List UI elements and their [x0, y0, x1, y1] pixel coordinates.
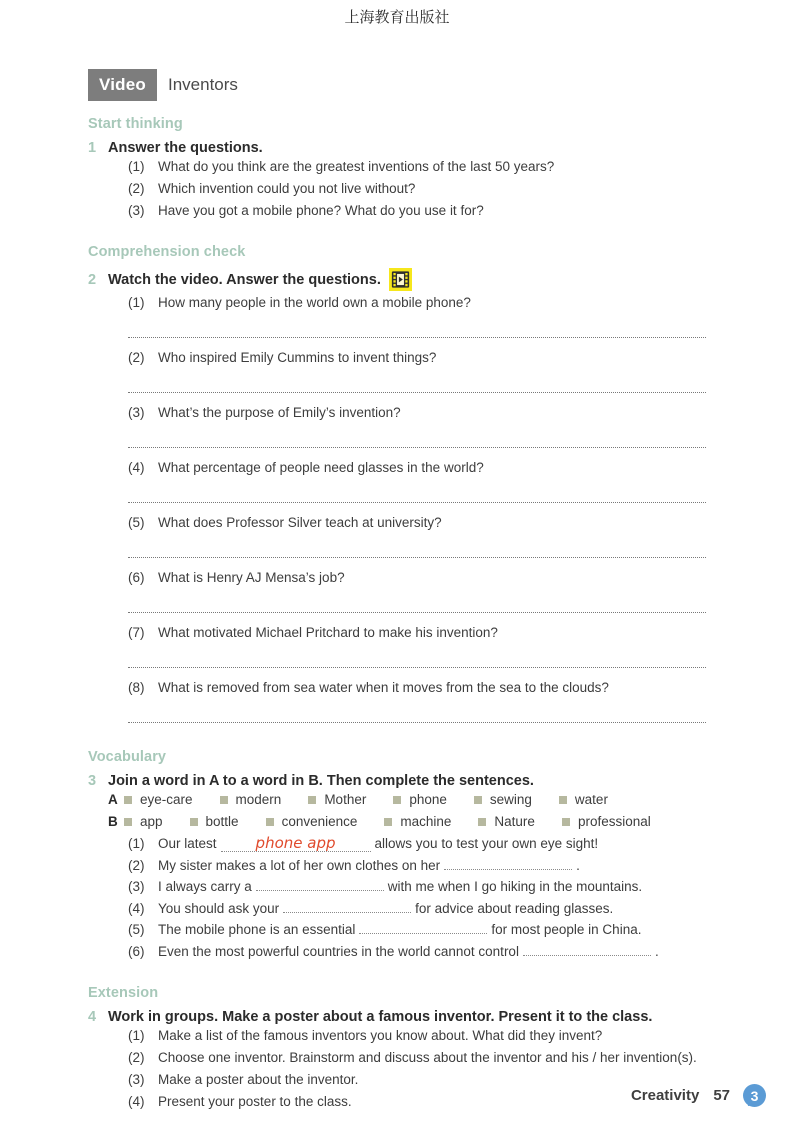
- bullet-square-icon: [308, 796, 316, 804]
- exercise-4-head: [88, 1009, 708, 1025]
- question-answer-block: [88, 294, 708, 338]
- page-number: 57: [713, 1087, 730, 1104]
- step-number: (3): [128, 1072, 145, 1087]
- question-number: (1): [128, 295, 145, 310]
- question-text: Which invention could you not live without?: [158, 181, 416, 196]
- list-item: [128, 1047, 708, 1069]
- exercise-number: 4: [88, 1009, 97, 1025]
- bullet-square-icon: [562, 818, 570, 826]
- question-text: What does Professor Silver teach at university?: [158, 515, 442, 530]
- fill-in-sentence: [128, 855, 708, 877]
- question-text: What is Henry AJ Mensa’s job?: [158, 570, 345, 585]
- exercise-number: 1: [88, 140, 97, 156]
- sentence-number: (4): [128, 900, 145, 916]
- sentence-before: You should ask your: [158, 900, 280, 916]
- sentence-before: My sister makes a lot of her own clothes on her: [158, 857, 441, 873]
- sentence-number: (6): [128, 943, 145, 959]
- question-text: What’s the purpose of Emily’s invention?: [158, 405, 401, 420]
- word-option[interactable]: machine: [384, 811, 451, 833]
- question-answer-block: [88, 459, 708, 503]
- word-option[interactable]: Mother: [308, 789, 366, 811]
- step-number: (2): [128, 1050, 145, 1065]
- fill-in-blank[interactable]: [444, 869, 572, 870]
- sentence-before: Even the most powerful countries in the world cannot control: [158, 943, 519, 959]
- sentence-after: with me when I go hiking in the mountains.: [387, 879, 643, 894]
- sentence-number: (3): [128, 879, 145, 894]
- exercise-1: [88, 140, 708, 222]
- publisher-header: 上海教育出版社: [344, 8, 450, 26]
- question-number: (3): [128, 203, 145, 218]
- answer-line[interactable]: [128, 611, 706, 613]
- question-answer-block: [88, 349, 708, 393]
- fill-in-sentence: [128, 919, 708, 941]
- fill-in-blank[interactable]: [359, 933, 487, 934]
- question: [128, 404, 708, 421]
- bullet-square-icon: [190, 818, 198, 826]
- exercise-2-head: [88, 268, 708, 291]
- sentence-after: allows you to test your own eye sight!: [374, 836, 599, 851]
- word-option[interactable]: eye-care: [124, 789, 193, 811]
- fill-in-sentence: [128, 941, 708, 963]
- word-option[interactable]: professional: [562, 811, 651, 833]
- exercise-instruction: Watch the video. Answer the questions.: [108, 271, 381, 288]
- question-text: What do you think are the greatest inventions of the last 50 years?: [158, 159, 555, 174]
- question-answer-block: [88, 679, 708, 723]
- word-row-label: B: [108, 814, 118, 829]
- exercise-instruction: Work in groups. Make a poster about a famous inventor. Present it to the class.: [108, 1009, 653, 1025]
- question-answer-block: [88, 514, 708, 558]
- bullet-square-icon: [474, 796, 482, 804]
- question-text: Have you got a mobile phone? What do you use it for?: [158, 203, 484, 218]
- answer-line[interactable]: [128, 446, 706, 448]
- unit-number-badge: 3: [743, 1084, 766, 1107]
- question-text: What percentage of people need glasses in the world?: [158, 460, 484, 475]
- chapter-name: Creativity: [630, 1087, 700, 1104]
- fill-in-sentence: [128, 833, 708, 855]
- fill-in-blank[interactable]: [523, 955, 651, 956]
- sentence-after: .: [576, 857, 580, 873]
- sentence-after: for most people in China.: [491, 922, 642, 937]
- page-content: [88, 69, 708, 1113]
- word-option[interactable]: phone: [393, 789, 447, 811]
- word-option[interactable]: bottle: [190, 811, 239, 833]
- answer-line[interactable]: [128, 501, 706, 503]
- question-number: (3): [128, 405, 145, 420]
- exercise-3: [88, 773, 708, 962]
- step-text: Make a list of the famous inventors you know about. What did they invent?: [158, 1028, 603, 1043]
- step-text: Present your poster to the class.: [158, 1094, 352, 1109]
- step-text: Make a poster about the inventor.: [158, 1072, 359, 1087]
- section-heading-extension: Extension: [88, 985, 159, 1001]
- question: [128, 569, 708, 586]
- question-answer-block: [88, 624, 708, 668]
- exercise-instruction: Answer the questions.: [108, 140, 263, 156]
- question-number: (7): [128, 625, 145, 640]
- list-item: [128, 156, 708, 178]
- sentence-before: Our latest: [158, 836, 217, 851]
- question-text: What is removed from sea water when it moves from the sea to the clouds?: [158, 680, 609, 695]
- page-title: Inventors: [167, 75, 238, 94]
- sentence-before: I always carry a: [158, 879, 252, 894]
- step-number: (1): [128, 1028, 145, 1043]
- fill-in-blank[interactable]: [283, 912, 411, 913]
- question-number: (2): [128, 350, 145, 365]
- question-answer-block: [88, 569, 708, 613]
- question-text: What motivated Michael Pritchard to make his invention?: [158, 625, 498, 640]
- section-heading-vocabulary: Vocabulary: [88, 749, 167, 765]
- bullet-square-icon: [384, 818, 392, 826]
- bullet-square-icon: [559, 796, 567, 804]
- bullet-square-icon: [124, 818, 132, 826]
- question-number: (2): [128, 181, 145, 196]
- list-item: [128, 1069, 708, 1091]
- word-row-label: A: [108, 792, 118, 807]
- step-number: (4): [128, 1094, 145, 1109]
- exercise-instruction: Join a word in A to a word in B. Then complete the sentences.: [108, 773, 534, 789]
- fill-in-sentence: [128, 898, 708, 920]
- bullet-square-icon: [478, 818, 486, 826]
- sentence-number: (2): [128, 857, 145, 873]
- question: [128, 294, 708, 311]
- answer-line[interactable]: [128, 391, 706, 393]
- list-item: [128, 1091, 708, 1113]
- answer-line[interactable]: [128, 721, 706, 723]
- question: [128, 679, 708, 696]
- word-option[interactable]: sewing: [474, 789, 532, 811]
- sentence-before: The mobile phone is an essential: [158, 922, 356, 937]
- page-title-row: [88, 69, 708, 101]
- question-number: (4): [128, 460, 145, 475]
- answer-line[interactable]: [128, 666, 706, 668]
- handwritten-answer: phone app: [255, 834, 336, 852]
- question-number: (1): [128, 159, 145, 174]
- exercise-3-head: [88, 773, 708, 789]
- exercise-number: 2: [88, 271, 97, 288]
- video-film-play-icon: [389, 268, 412, 291]
- exercise-2: [88, 268, 708, 723]
- answer-line[interactable]: [128, 556, 706, 558]
- exercise-1-head: [88, 140, 708, 156]
- word-option[interactable]: modern: [220, 789, 282, 811]
- bullet-square-icon: [124, 796, 132, 804]
- question: [128, 459, 708, 476]
- exercise-4: [88, 1009, 708, 1113]
- word-row-a: [108, 789, 708, 811]
- question: [128, 514, 708, 531]
- section-heading-start-thinking: Start thinking: [88, 116, 183, 132]
- fill-in-blank[interactable]: [256, 890, 384, 891]
- list-item: [128, 178, 708, 200]
- sentence-number: (5): [128, 922, 145, 937]
- section-heading-comprehension-check: Comprehension check: [88, 244, 246, 260]
- question-text: Who inspired Emily Cummins to invent things?: [158, 350, 437, 365]
- bullet-square-icon: [266, 818, 274, 826]
- word-option[interactable]: Nature: [478, 811, 535, 833]
- word-option[interactable]: app: [124, 811, 163, 833]
- answer-line[interactable]: [128, 336, 706, 338]
- word-row-b: [108, 811, 708, 833]
- question-number: (8): [128, 680, 145, 695]
- word-option[interactable]: convenience: [266, 811, 358, 833]
- question-number: (5): [128, 515, 145, 530]
- sentence-after: for advice about reading glasses.: [415, 900, 614, 916]
- question-answer-block: [88, 404, 708, 448]
- fill-in-sentence: [128, 876, 708, 898]
- step-text: Choose one inventor. Brainstorm and discuss about the inventor and his / her invention(s).: [158, 1050, 697, 1065]
- page-footer: [631, 1084, 766, 1107]
- bullet-square-icon: [220, 796, 228, 804]
- fill-in-blank[interactable]: [221, 836, 371, 852]
- question: [128, 349, 708, 366]
- list-item: [128, 200, 708, 222]
- list-item: [128, 1025, 708, 1047]
- bullet-square-icon: [393, 796, 401, 804]
- exercise-number: 3: [88, 773, 97, 789]
- word-option[interactable]: water: [559, 789, 608, 811]
- question-text: How many people in the world own a mobile phone?: [158, 295, 471, 310]
- sentence-number: (1): [128, 836, 145, 851]
- sentence-after: .: [654, 943, 659, 959]
- video-badge: Video: [88, 69, 157, 101]
- question-number: (6): [128, 570, 145, 585]
- question: [128, 624, 708, 641]
